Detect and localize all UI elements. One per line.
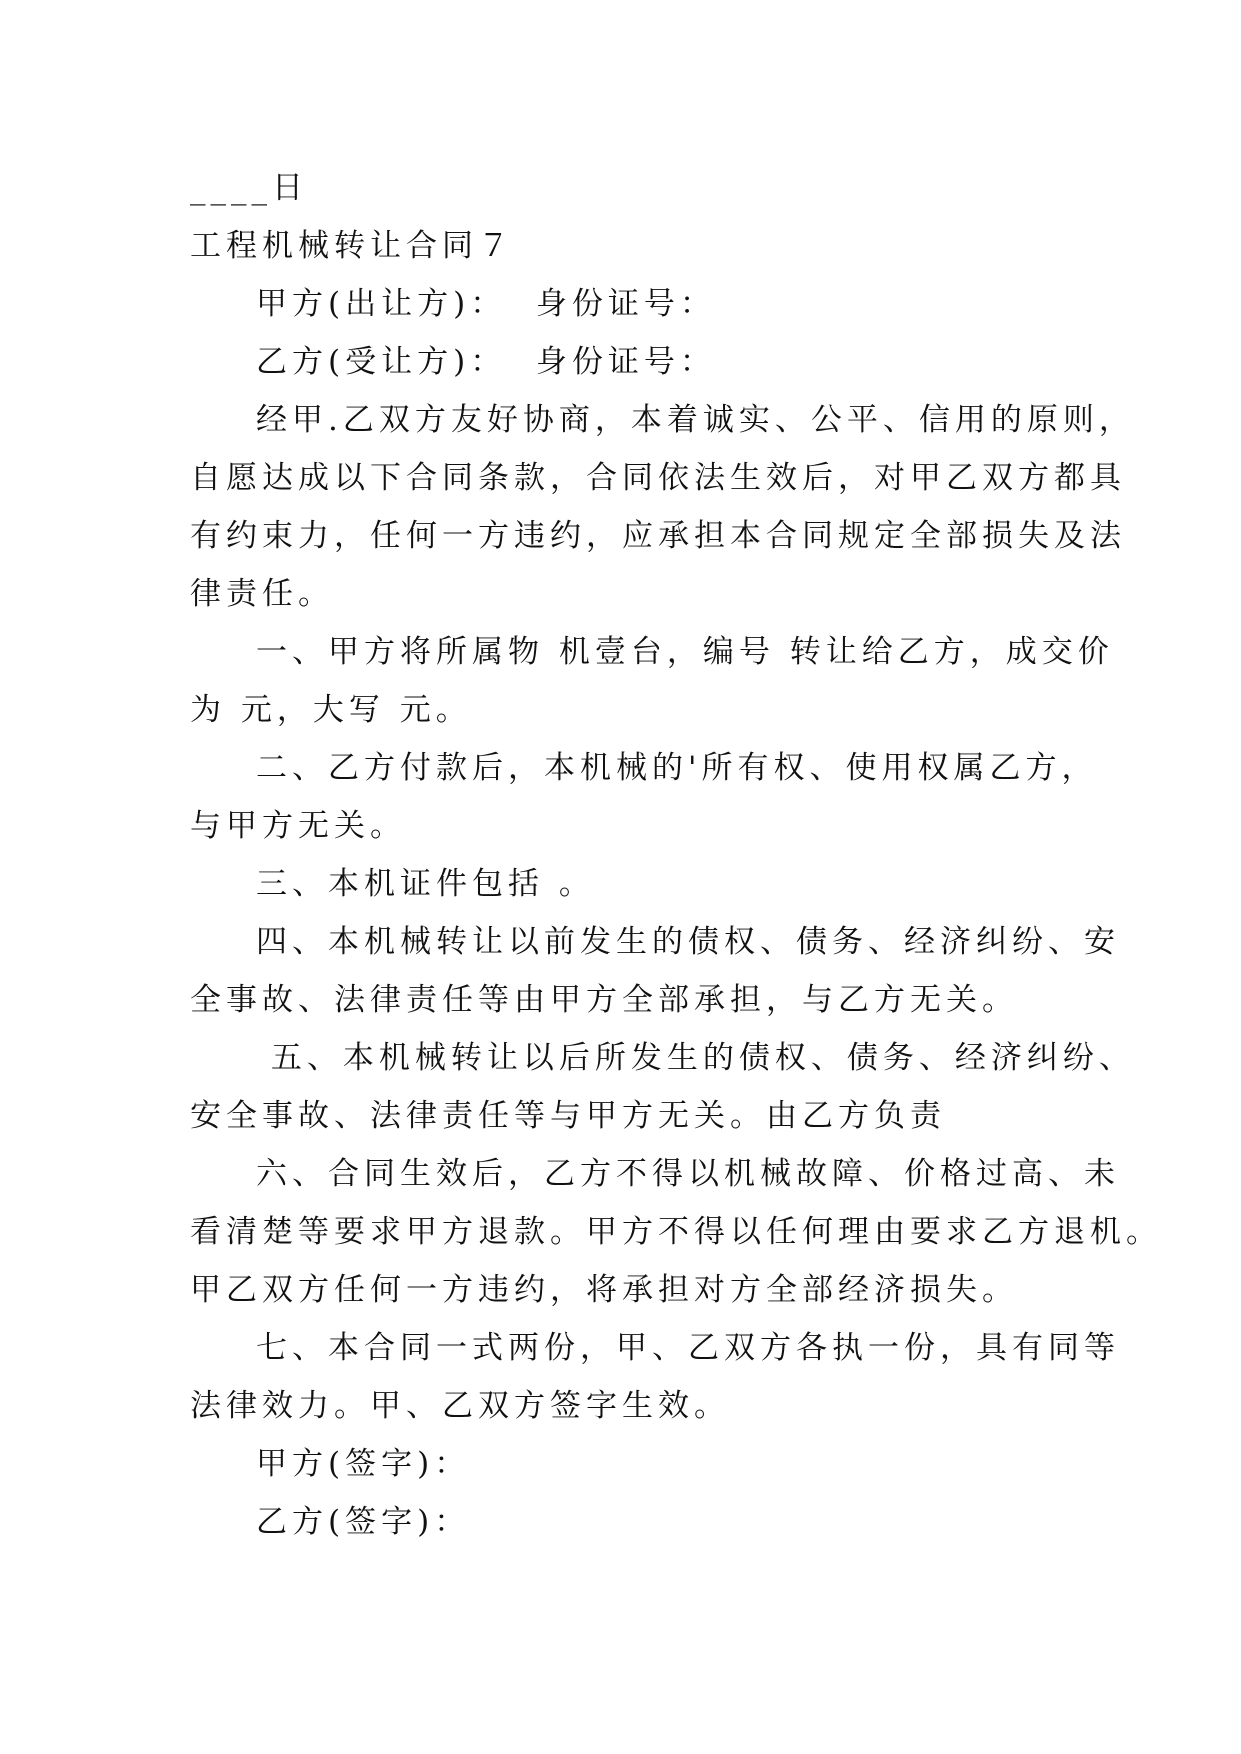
clause-3-line-1: 三、本机证件包括 。: [256, 866, 595, 902]
party-b-line: 乙方(受让方)： 身份证号：: [256, 344, 716, 380]
signature-party-a: 甲方(签字)：: [256, 1446, 471, 1482]
clause-7-line-1: 七、本合同一式两份，甲、乙双方各执一份，具有同等: [256, 1330, 1120, 1366]
clause-2-line-1: 二、乙方付款后，本机械的'所有权、使用权属乙方，: [256, 750, 1098, 786]
party-a-line: 甲方(出让方)： 身份证号：: [256, 286, 716, 322]
clause-4-line-2: 全事故、法律责任等由甲方全部承担，与乙方无关。: [190, 982, 1018, 1018]
clause-2-line-2: 与甲方无关。: [190, 808, 406, 844]
intro-line-4: 律责任。: [190, 576, 334, 612]
clause-1-line-1: 一、甲方将所属物 机壹台，编号 转让给乙方，成交价: [256, 634, 1114, 670]
clause-5-line-2: 安全事故、法律责任等与甲方无关。由乙方负责: [190, 1098, 946, 1134]
clause-6-line-2: 看清楚等要求甲方退款。甲方不得以任何理由要求乙方退机。: [190, 1214, 1162, 1250]
clause-6-line-1: 六、合同生效后，乙方不得以机械故障、价格过高、未: [256, 1156, 1120, 1192]
clause-1-line-2: 为 元，大写 元。: [190, 692, 472, 728]
document-title: 工程机械转让合同７: [190, 228, 514, 264]
signature-party-b: 乙方(签字)：: [256, 1504, 471, 1540]
clause-7-line-2: 法律效力。甲、乙双方签字生效。: [190, 1388, 730, 1424]
clause-5-line-1: 五、本机械转让以后所发生的债权、债务、经济纠纷、: [256, 1040, 1135, 1076]
intro-line-3: 有约束力，任何一方违约，应承担本合同规定全部损失及法: [190, 518, 1126, 554]
date-fragment: ____日: [190, 170, 308, 206]
clause-4-line-1: 四、本机械转让以前发生的债权、债务、经济纠纷、安: [256, 924, 1120, 960]
clause-6-line-3: 甲乙双方任何一方违约，将承担对方全部经济损失。: [190, 1272, 1018, 1308]
intro-line-2: 自愿达成以下合同条款，合同依法生效后，对甲乙双方都具: [190, 460, 1126, 496]
intro-line-1: 经甲.乙双方友好协商，本着诚实、公平、信用的原则，: [256, 402, 1135, 438]
